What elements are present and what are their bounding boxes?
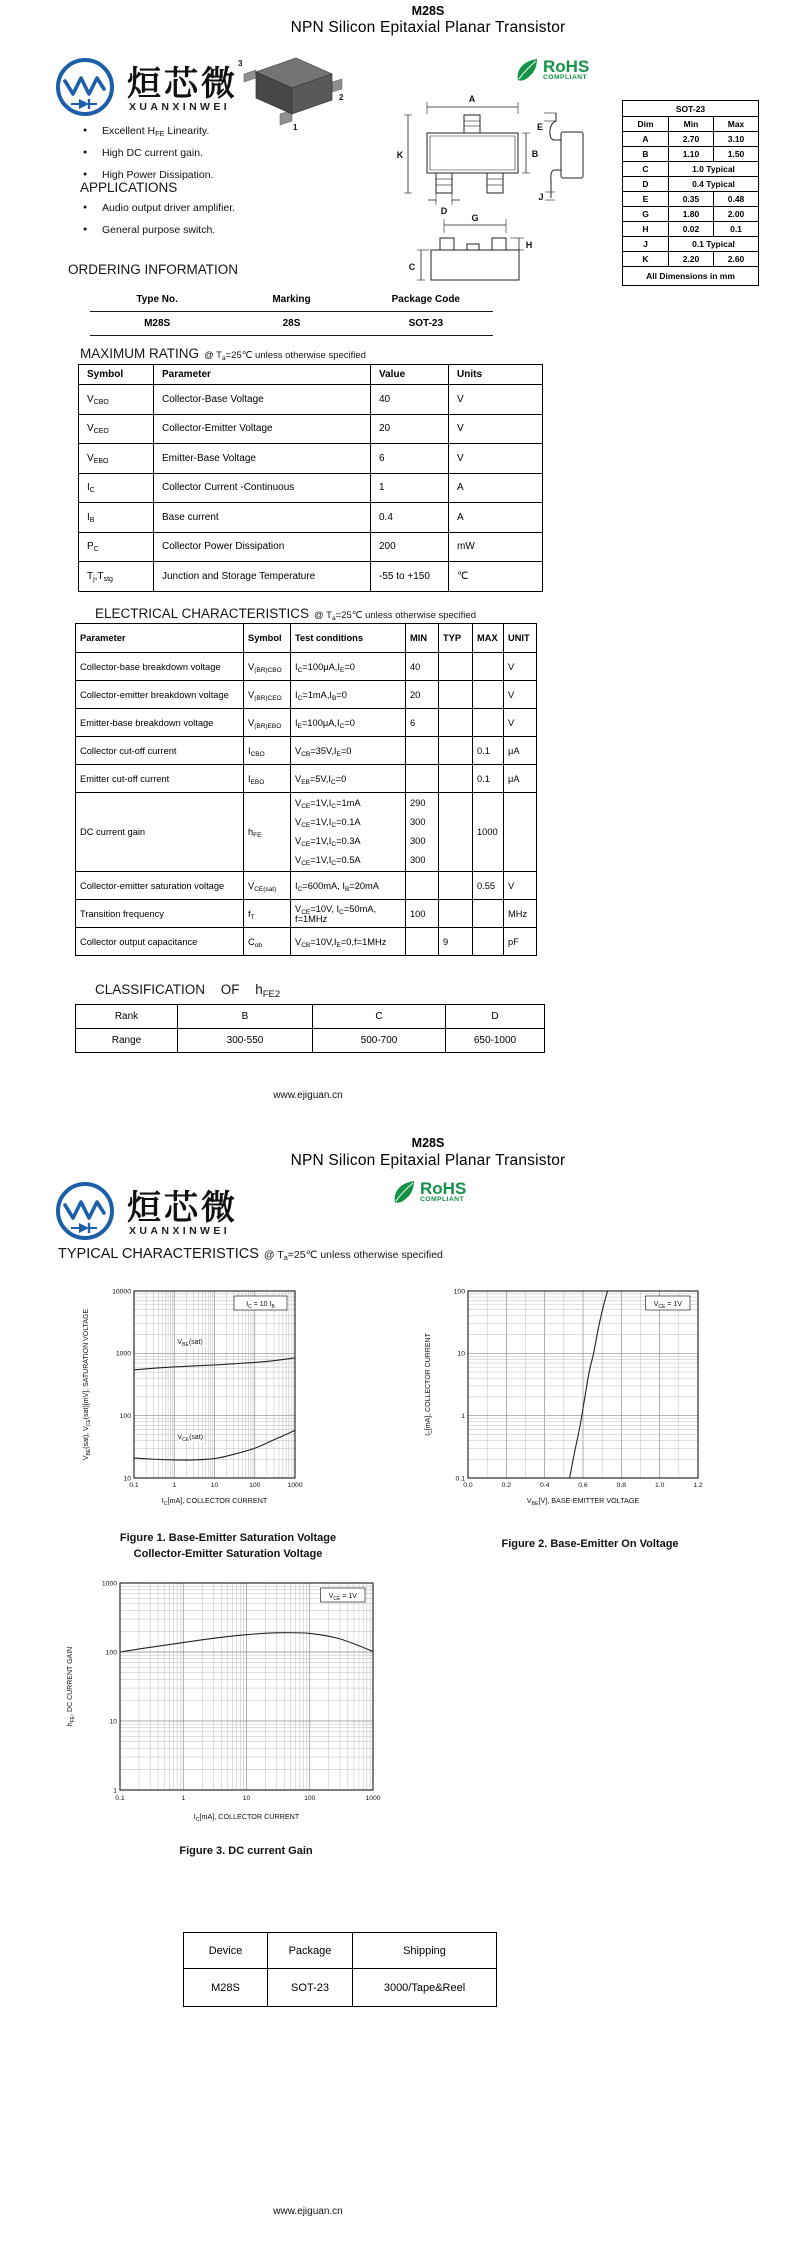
ordering-data-cell: 28S: [282, 318, 301, 329]
max-cell: [473, 900, 504, 928]
svg-text:1: 1: [172, 1482, 177, 1489]
svg-text:0.2: 0.2: [501, 1482, 512, 1489]
svg-text:100: 100: [304, 1795, 316, 1802]
feature-item: ● High DC current gain.: [80, 142, 340, 164]
symbol-cell: $V_{EBO}$: [79, 444, 154, 474]
ec-header-cell: MIN: [406, 624, 439, 653]
symbol-cell: $h_{FE}$: [244, 793, 291, 872]
min-cell: [406, 793, 439, 872]
conditions-cell: $I_C=600mA$, $I_B=20mA$: [291, 872, 406, 900]
classification-heading: CLASSIFICATION OF $h_{FE2}$: [95, 982, 281, 1000]
svg-text:0.6: 0.6: [578, 1482, 588, 1489]
package-outline-drawing: [395, 88, 610, 293]
parameter-cell: Emitter-Base Voltage: [154, 444, 371, 474]
value-cell: -55 to +150: [371, 562, 449, 592]
svg-text:IC[mA], COLLECTOR CURRENT: $I_C[mA]$, COLLECTOR CURRENT: [161, 1496, 268, 1507]
application-item: ● General purpose switch.: [80, 219, 340, 241]
max-cell: [473, 928, 504, 956]
svg-text:10000: 10000: [112, 1288, 131, 1296]
max-rating-row: [79, 473, 543, 503]
rohs-badge: [514, 56, 589, 84]
condition-line: $V_{CE}=1V,I_C=0.1A$: [295, 817, 361, 829]
units-cell: A: [449, 503, 543, 533]
parameter-cell: Collector Power Dissipation: [154, 532, 371, 562]
rohs-label: RoHS: [543, 57, 590, 76]
dim-b-label: B: [531, 149, 539, 159]
min-line: 290: [410, 798, 426, 808]
page2-title: M28S: [411, 1136, 445, 1150]
svg-text:0.1: 0.1: [455, 1475, 465, 1483]
figure1-chart: [78, 1270, 328, 1512]
class-cell: 300-550: [178, 1029, 313, 1053]
class-cell: B: [178, 1005, 313, 1029]
conditions-cell: [291, 793, 406, 872]
svg-text:VCE = 1V: $V_{CE} = 1V$: [328, 1593, 357, 1602]
svg-text:VBE(sat), VCE(sat)[mV], SATURA: $V_{BE}(sat)$, $V_{CE}(sat)[mV]$, SATURATION VOLTAGE: [83, 1308, 92, 1461]
min-cell: [406, 765, 439, 793]
value-cell: 6: [371, 444, 449, 474]
class-cell: Rank: [76, 1005, 178, 1029]
front-view: [404, 102, 530, 205]
max-rating-row: [79, 414, 543, 444]
page-subtitle: NPN Silicon Epitaxial Planar Transistor: [290, 19, 566, 36]
dim-table-title: SOT-23: [623, 101, 759, 117]
electrical-table: [75, 623, 537, 956]
value-cell: 40: [371, 385, 449, 415]
website-link[interactable]: www.ejiguan.cn: [273, 1090, 343, 1101]
parameter-cell: Collector-Base Voltage: [154, 385, 371, 415]
parameter-cell: Base current: [154, 503, 371, 533]
dim-cell: D: [623, 177, 669, 192]
electrical-heading: [95, 606, 476, 621]
parameter-cell: Collector cut-off current: [76, 737, 244, 765]
dim-table-header-cell: Max: [714, 117, 759, 132]
parameter-cell: Collector output capacitance: [76, 928, 244, 956]
side-view: [544, 113, 583, 200]
dim-cell: A: [623, 132, 669, 147]
ordering-table: [90, 288, 493, 336]
typical-cell: 1.0 Typical: [669, 162, 759, 177]
dim-row: [623, 222, 759, 237]
dim-table-footer: All Dimensions in mm: [623, 267, 759, 286]
dim-cell: E: [623, 192, 669, 207]
company-logo-icon: [50, 1178, 124, 1248]
typ-cell: [439, 709, 473, 737]
svg-text:0.8: 0.8: [616, 1482, 627, 1489]
svg-text:10: 10: [210, 1482, 219, 1489]
svg-text:IC[mA], COLLECTOR CURRENT: $I_C[mA]$, COLLECTOR CURRENT: [425, 1333, 434, 1436]
min-cell: 6: [406, 709, 439, 737]
pin-2-label: 2: [339, 93, 344, 102]
max-rating-row: [79, 385, 543, 415]
dim-table-header-cell: Dim: [623, 117, 669, 132]
svg-text:100: 100: [249, 1482, 261, 1489]
dim-c-label: C: [408, 262, 416, 272]
ec-row: [76, 681, 537, 709]
symbol-cell: $I_{EBO}$: [244, 765, 291, 793]
rohs-label: RoHS: [420, 1179, 467, 1198]
ec-row: [76, 872, 537, 900]
svg-text:100: 100: [119, 1412, 131, 1420]
conditions-cell: $V_{CB}=10V,I_E=0,f=1MHz$: [291, 928, 406, 956]
symbol-cell: $V_{CE(sat)}$: [244, 872, 291, 900]
ec-row: [76, 900, 537, 928]
min-cell: 2.70: [669, 132, 714, 147]
dim-table-header-cell: Min: [669, 117, 714, 132]
units-cell: A: [449, 473, 543, 503]
max-cell: 0.1: [714, 222, 759, 237]
ec-header-cell: Parameter: [76, 624, 244, 653]
units-cell: V: [449, 414, 543, 444]
unit-cell: V: [504, 872, 537, 900]
svg-text:1: 1: [181, 1795, 186, 1802]
symbol-cell: $V_{(BR)CEO}$: [244, 681, 291, 709]
svg-text:VCE = 1V: $V_{CE} = 1V$: [653, 1301, 682, 1310]
figure1-caption-line2: Collector-Emitter Saturation Voltage: [133, 1548, 323, 1560]
dim-row: [623, 192, 759, 207]
conditions-cell: $I_E=100\mu A,I_C=0$: [291, 709, 406, 737]
ec-row-hfe: [76, 793, 537, 872]
max-rating-row: [79, 444, 543, 474]
unit-cell: μA: [504, 765, 537, 793]
typical-cell: 0.4 Typical: [669, 177, 759, 192]
rohs-compliant-label: COMPLIANT: [543, 74, 587, 81]
unit-cell: [504, 793, 537, 872]
company-logo-icon: [50, 54, 124, 124]
unit-cell: V: [504, 681, 537, 709]
typ-cell: [439, 793, 473, 872]
max-rating-header-cell: Units: [449, 365, 543, 385]
dim-cell: K: [623, 252, 669, 267]
shipping-data-cell: 3000/Tape&Reel: [353, 1969, 497, 2007]
maximum-rating-title: MAXIMUM RATING: [80, 346, 199, 361]
svg-text:1000: 1000: [101, 1580, 117, 1588]
condition-line: $V_{CE}=1V,I_C=0.3A$: [295, 836, 361, 848]
svg-text:IC[mA], COLLECTOR CURRENT: $I_C[mA]$, COLLECTOR CURRENT: [193, 1812, 300, 1823]
class-cell: 500-700: [313, 1029, 446, 1053]
applications-heading: APPLICATIONS: [80, 180, 178, 195]
ec-header-cell: TYP: [439, 624, 473, 653]
unit-cell: MHz: [504, 900, 537, 928]
max-cell: 1000: [473, 793, 504, 872]
svg-text:10: 10: [242, 1795, 251, 1802]
min-cell: 20: [406, 681, 439, 709]
max-cell: [473, 681, 504, 709]
ec-header-cell: Test conditions: [291, 624, 406, 653]
company-name-chinese: 烜芯微: [127, 64, 238, 104]
parameter-cell: Collector-emitter breakdown voltage: [76, 681, 244, 709]
figure3-chart: [62, 1572, 392, 1832]
ordering-data-cell: M28S: [144, 318, 171, 329]
company-name-chinese: 烜芯微: [127, 1188, 238, 1228]
symbol-cell: $P_C$: [79, 532, 154, 562]
max-cell: [473, 709, 504, 737]
shipping-table: [183, 1932, 497, 2007]
min-cell: [406, 872, 439, 900]
min-line: 300: [410, 855, 426, 865]
max-cell: 0.1: [473, 737, 504, 765]
symbol-cell: $I_C$: [79, 473, 154, 503]
symbol-cell: $I_{CBO}$: [244, 737, 291, 765]
value-cell: 200: [371, 532, 449, 562]
dim-k-label: K: [396, 150, 404, 160]
dim-row: [623, 132, 759, 147]
parameter-cell: Emitter-base breakdown voltage: [76, 709, 244, 737]
conditions-cell: $I_C=100\mu A,I_E=0$: [291, 653, 406, 681]
svg-text:100: 100: [105, 1649, 117, 1657]
ec-header-cell: MAX: [473, 624, 504, 653]
max-cell: 2.00: [714, 207, 759, 222]
min-cell: 0.35: [669, 192, 714, 207]
value-cell: 0.4: [371, 503, 449, 533]
ec-row: [76, 737, 537, 765]
symbol-cell: $C_{ob}$: [244, 928, 291, 956]
parameter-cell: Junction and Storage Temperature: [154, 562, 371, 592]
svg-text:VBE(sat): $V_{BE}(sat)$: [177, 1339, 203, 1349]
classification-table: [75, 1004, 545, 1053]
svg-text:hFE, DC CURRENT GAIN: $h_{FE}$, DC CURRENT GAIN: [67, 1646, 76, 1727]
figure3-caption: Figure 3. DC current Gain: [179, 1845, 313, 1857]
min-cell: 100: [406, 900, 439, 928]
typ-cell: [439, 681, 473, 709]
typ-cell: [439, 765, 473, 793]
symbol-cell: $f_T$: [244, 900, 291, 928]
leaf-icon: [514, 56, 540, 84]
condition-line: $V_{CE}=1V,I_C=0.5A$: [295, 855, 361, 867]
units-cell: mW: [449, 532, 543, 562]
rohs-badge: [391, 1178, 466, 1206]
typical-characteristics-heading: [58, 1246, 443, 1262]
shipping-data-cell: M28S: [184, 1969, 268, 2007]
max-cell: 0.1: [473, 765, 504, 793]
svg-text:10: 10: [123, 1475, 131, 1483]
unit-cell: μA: [504, 737, 537, 765]
figure1-caption-line1: Figure 1. Base-Emitter Saturation Voltage: [119, 1532, 337, 1544]
value-cell: 1: [371, 473, 449, 503]
ec-header-cell: UNIT: [504, 624, 537, 653]
svg-text:100: 100: [453, 1288, 465, 1296]
shipping-data-cell: SOT-23: [268, 1969, 353, 2007]
parameter-cell: Collector-base breakdown voltage: [76, 653, 244, 681]
applications-list: [80, 197, 340, 241]
max-cell: 0.48: [714, 192, 759, 207]
min-cell: [406, 737, 439, 765]
dim-g-label: G: [471, 213, 479, 223]
application-item: ● Audio output driver amplifier.: [80, 197, 340, 219]
shipping-data-row: [184, 1969, 497, 2007]
ordering-header-row: [90, 288, 493, 312]
parameter-cell: DC current gain: [76, 793, 244, 872]
symbol-cell: $V_{(BR)EBO}$: [244, 709, 291, 737]
svg-text:IC = 10 IB: $I_C = 10$ $I_B$: [246, 1301, 275, 1310]
typ-cell: 9: [439, 928, 473, 956]
max-cell: 1.50: [714, 147, 759, 162]
shipping-header-cell: Device: [184, 1933, 268, 1969]
dim-cell: H: [623, 222, 669, 237]
symbol-cell: $T_j,T_{stg}$: [79, 562, 154, 592]
figure2-caption: Figure 2. Base-Emitter On Voltage: [501, 1538, 679, 1550]
classification-row: [76, 1029, 545, 1053]
min-cell: 0.02: [669, 222, 714, 237]
conditions-cell: $V_{EB}=5V,I_C=0$: [291, 765, 406, 793]
electrical-note: @ $T_a=25℃$ unless otherwise specified: [314, 610, 476, 622]
dim-d-label: D: [440, 206, 448, 216]
class-cell: Range: [76, 1029, 178, 1053]
ordering-heading: ORDERING INFORMATION: [68, 262, 238, 277]
typ-cell: [439, 900, 473, 928]
unit-cell: pF: [504, 928, 537, 956]
maximum-rating-note: @ $T_a=25℃$ unless otherwise specified: [204, 350, 366, 362]
conditions-cell: $I_C=1mA,I_B=0$: [291, 681, 406, 709]
bottom-view: [417, 219, 524, 280]
ec-row: [76, 765, 537, 793]
electrical-title: ELECTRICAL CHARACTERISTICS: [95, 606, 310, 621]
units-cell: ℃: [449, 562, 543, 592]
units-cell: V: [449, 385, 543, 415]
shipping-header-cell: Package: [268, 1933, 353, 1969]
units-cell: V: [449, 444, 543, 474]
typical-cell: 0.1 Typical: [669, 237, 759, 252]
svg-text:10: 10: [109, 1718, 117, 1726]
symbol-cell: $V_{(BR)CBO}$: [244, 653, 291, 681]
ordering-data-row: [90, 312, 493, 336]
dim-row: [623, 207, 759, 222]
svg-text:1000: 1000: [365, 1795, 381, 1802]
company-name-english: XUANXINWEI: [129, 101, 231, 113]
min-line: 300: [410, 817, 426, 827]
svg-text:0.4: 0.4: [539, 1482, 550, 1489]
svg-text:VBE[V], BASE-EMITTER VOLTAGE: $V_{BE}[V]$, BASE-EMITTER VOLTAGE: [526, 1496, 640, 1507]
ec-header-cell: Symbol: [244, 624, 291, 653]
feature-item: ● Excellent $H_{FE}$ Linearity.: [80, 120, 340, 142]
min-cell: 2.20: [669, 252, 714, 267]
class-cell: C: [313, 1005, 446, 1029]
conditions-cell: $V_{CE}=10V$, $I_C=50mA$, f=1MHz: [291, 900, 406, 928]
ec-row: [76, 653, 537, 681]
ec-row: [76, 928, 537, 956]
sot23-dimension-table: [622, 100, 759, 286]
svg-text:1.2: 1.2: [693, 1482, 703, 1489]
svg-text:0.1: 0.1: [115, 1795, 125, 1802]
typical-title: TYPICAL CHARACTERISTICS: [58, 1246, 259, 1262]
symbol-cell: $V_{CEO}$: [79, 414, 154, 444]
dim-cell: J: [623, 237, 669, 252]
max-rating-row: [79, 503, 543, 533]
parameter-cell: Collector-emitter saturation voltage: [76, 872, 244, 900]
class-cell: 650-1000: [446, 1029, 545, 1053]
ordering-header-cell: Type No.: [136, 294, 178, 305]
figure2-chart: [420, 1270, 720, 1512]
pin-3-label: 3: [238, 59, 243, 68]
website-link[interactable]: www.ejiguan.cn: [273, 2206, 343, 2217]
dim-h-label: H: [525, 240, 533, 250]
dim-cell: G: [623, 207, 669, 222]
maximum-rating-heading: [80, 346, 366, 361]
symbol-cell: $V_{CBO}$: [79, 385, 154, 415]
min-cell: 1.80: [669, 207, 714, 222]
min-cell: 40: [406, 653, 439, 681]
page-title: M28S: [411, 4, 445, 18]
rohs-compliant-label: COMPLIANT: [420, 1196, 464, 1203]
condition-line: $V_{CE}=1V,I_C=1mA$: [295, 798, 361, 810]
typ-cell: [439, 872, 473, 900]
page2-subtitle: NPN Silicon Epitaxial Planar Transistor: [290, 1152, 566, 1169]
max-rating-header-cell: Parameter: [154, 365, 371, 385]
dim-cell: B: [623, 147, 669, 162]
shipping-header-cell: Shipping: [353, 1933, 497, 1969]
svg-text:0.0: 0.0: [463, 1482, 473, 1489]
unit-cell: V: [504, 709, 537, 737]
parameter-cell: Transition frequency: [76, 900, 244, 928]
svg-text:10: 10: [457, 1350, 465, 1358]
company-name-english: XUANXINWEI: [129, 1225, 231, 1237]
class-cell: D: [446, 1005, 545, 1029]
dim-row: [623, 162, 759, 177]
unit-cell: V: [504, 653, 537, 681]
figure1-caption: [78, 1530, 378, 1562]
max-cell: [473, 653, 504, 681]
typ-cell: [439, 737, 473, 765]
conditions-cell: $V_{CB}=35V,I_E=0$: [291, 737, 406, 765]
svg-text:1: 1: [461, 1412, 465, 1420]
dim-cell: C: [623, 162, 669, 177]
feature-item: ● High Power Dissipation.: [80, 164, 340, 186]
symbol-cell: $I_B$: [79, 503, 154, 533]
max-rating-header-cell: Value: [371, 365, 449, 385]
svg-text:1000: 1000: [115, 1350, 131, 1358]
maximum-rating-table: [78, 364, 543, 592]
typical-note: @ $T_a=25℃$ unless otherwise specified: [263, 1249, 443, 1263]
min-cell: [406, 928, 439, 956]
leaf-icon: [391, 1178, 417, 1206]
max-cell: 0.55: [473, 872, 504, 900]
dim-row: [623, 147, 759, 162]
max-rating-header-cell: Symbol: [79, 365, 154, 385]
ordering-data-cell: SOT-23: [408, 318, 444, 329]
features-list: [80, 120, 340, 186]
svg-text:1.0: 1.0: [654, 1482, 665, 1489]
classification-row: [76, 1005, 545, 1029]
max-cell: 3.10: [714, 132, 759, 147]
value-cell: 20: [371, 414, 449, 444]
parameter-cell: Emitter cut-off current: [76, 765, 244, 793]
ec-row: [76, 709, 537, 737]
max-rating-row: [79, 562, 543, 592]
dim-j-label: J: [538, 192, 544, 202]
parameter-cell: Collector-Emitter Voltage: [154, 414, 371, 444]
typ-cell: [439, 653, 473, 681]
max-cell: 2.60: [714, 252, 759, 267]
svg-text:1000: 1000: [287, 1482, 303, 1489]
dim-e-label: E: [536, 122, 544, 132]
svg-text:0.1: 0.1: [129, 1482, 139, 1489]
dim-row: [623, 177, 759, 192]
dim-row: [623, 252, 759, 267]
svg-text:1: 1: [113, 1787, 117, 1795]
dim-row: [623, 237, 759, 252]
pin-1-label: 1: [293, 123, 298, 132]
svg-text:VCE(sat): $V_{CE}(sat)$: [177, 1434, 204, 1443]
dim-a-label: A: [468, 94, 476, 104]
min-line: 300: [410, 836, 426, 846]
parameter-cell: Collector Current -Continuous: [154, 473, 371, 503]
ordering-header-cell: Marking: [272, 294, 311, 305]
max-rating-row: [79, 532, 543, 562]
ordering-header-cell: Package Code: [391, 294, 460, 305]
min-cell: 1.10: [669, 147, 714, 162]
